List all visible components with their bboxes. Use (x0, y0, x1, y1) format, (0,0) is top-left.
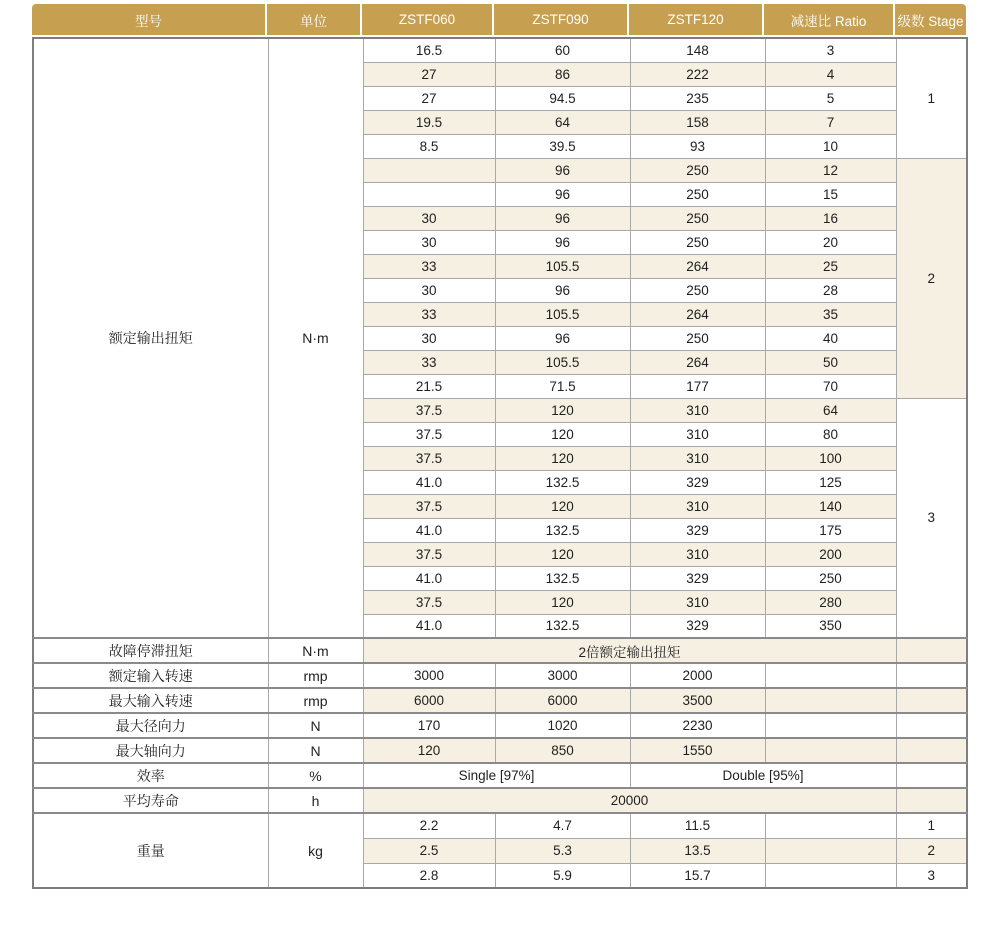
value-cell-zstf060: 2.8 (363, 863, 495, 888)
value-cell-zstf060 (363, 158, 495, 182)
unit-cell: h (268, 788, 363, 813)
ratio-cell (765, 663, 896, 688)
row-label: 平均寿命 (33, 788, 268, 813)
value-cell-zstf060: 37.5 (363, 542, 495, 566)
value-cell-zstf090: 5.9 (495, 863, 630, 888)
value-cell-zstf090: 96 (495, 182, 630, 206)
ratio-cell: 4 (765, 62, 896, 86)
column-header-unit: 单位 (267, 4, 362, 35)
value-cell-zstf120: 264 (630, 302, 765, 326)
unit-cell: % (268, 763, 363, 788)
ratio-cell: 175 (765, 518, 896, 542)
value-cell-zstf120: 310 (630, 422, 765, 446)
value-cell-zstf060: 16.5 (363, 38, 495, 62)
value-cell-zstf060: 120 (363, 738, 495, 763)
stage-cell (896, 763, 967, 788)
stage-cell (896, 788, 967, 813)
value-cell-zstf120: 250 (630, 278, 765, 302)
value-cell-zstf060: 33 (363, 302, 495, 326)
value-cell-zstf060: 27 (363, 86, 495, 110)
unit-cell: N·m (268, 38, 363, 638)
value-cell-zstf060: 170 (363, 713, 495, 738)
unit-cell: N·m (268, 638, 363, 663)
value-cell-zstf120: 3500 (630, 688, 765, 713)
ratio-cell: 350 (765, 614, 896, 638)
stage-cell (896, 688, 967, 713)
ratio-cell: 50 (765, 350, 896, 374)
stage-cell: 1 (896, 813, 967, 838)
row-label-weight: 重量 (33, 813, 268, 888)
ratio-cell: 64 (765, 398, 896, 422)
value-cell-zstf090: 132.5 (495, 518, 630, 542)
value-cell-zstf120: 250 (630, 182, 765, 206)
value-cell-zstf090: 105.5 (495, 350, 630, 374)
value-cell-zstf120: 93 (630, 134, 765, 158)
unit-cell: rmp (268, 663, 363, 688)
ratio-cell: 280 (765, 590, 896, 614)
value-cell-zstf090: 6000 (495, 688, 630, 713)
ratio-cell: 20 (765, 230, 896, 254)
value-cell-zstf120: 329 (630, 518, 765, 542)
value-cell-zstf120: 264 (630, 254, 765, 278)
value-cell-zstf120: 310 (630, 398, 765, 422)
ratio-cell: 40 (765, 326, 896, 350)
ratio-cell (765, 813, 896, 838)
ratio-cell: 80 (765, 422, 896, 446)
value-cell-zstf060: 2.2 (363, 813, 495, 838)
row-label-rated-output-torque: 额定输出扭矩 (33, 38, 268, 638)
ratio-cell: 200 (765, 542, 896, 566)
unit-cell: N (268, 738, 363, 763)
ratio-cell: 35 (765, 302, 896, 326)
stage-cell: 2 (896, 158, 967, 398)
ratio-cell: 250 (765, 566, 896, 590)
column-header-stage: 级数 Stage (895, 4, 966, 35)
column-header-zstf060: ZSTF060 (362, 4, 494, 35)
value-cell-zstf060: 33 (363, 350, 495, 374)
value-cell-zstf120: 250 (630, 230, 765, 254)
value-cell-zstf060: 30 (363, 278, 495, 302)
table-row (33, 738, 967, 763)
ratio-cell: 7 (765, 110, 896, 134)
merged-value-cell: Double [95%] (630, 763, 896, 788)
ratio-cell: 28 (765, 278, 896, 302)
value-cell-zstf090: 132.5 (495, 614, 630, 638)
value-cell-zstf060: 41.0 (363, 470, 495, 494)
value-cell-zstf060: 37.5 (363, 422, 495, 446)
value-cell-zstf060: 30 (363, 326, 495, 350)
value-cell-zstf120: 15.7 (630, 863, 765, 888)
ratio-cell: 10 (765, 134, 896, 158)
value-cell-zstf090: 3000 (495, 663, 630, 688)
column-header-model: 型号 (32, 4, 267, 35)
value-cell-zstf090: 132.5 (495, 566, 630, 590)
header-row (32, 4, 966, 35)
unit-cell: rmp (268, 688, 363, 713)
ratio-cell (765, 863, 896, 888)
value-cell-zstf090: 132.5 (495, 470, 630, 494)
value-cell-zstf120: 264 (630, 350, 765, 374)
value-cell-zstf090: 64 (495, 110, 630, 134)
value-cell-zstf090: 71.5 (495, 374, 630, 398)
stage-cell (896, 713, 967, 738)
value-cell-zstf120: 177 (630, 374, 765, 398)
value-cell-zstf090: 120 (495, 494, 630, 518)
value-cell-zstf120: 329 (630, 614, 765, 638)
value-cell-zstf090: 120 (495, 590, 630, 614)
value-cell-zstf060: 37.5 (363, 494, 495, 518)
value-cell-zstf120: 2000 (630, 663, 765, 688)
ratio-cell: 70 (765, 374, 896, 398)
value-cell-zstf060: 33 (363, 254, 495, 278)
row-label: 最大轴向力 (33, 738, 268, 763)
value-cell-zstf090: 96 (495, 158, 630, 182)
value-cell-zstf060 (363, 182, 495, 206)
value-cell-zstf060: 41.0 (363, 614, 495, 638)
stage-cell: 3 (896, 398, 967, 638)
ratio-cell (765, 688, 896, 713)
value-cell-zstf090: 120 (495, 422, 630, 446)
value-cell-zstf090: 94.5 (495, 86, 630, 110)
value-cell-zstf090: 86 (495, 62, 630, 86)
table-row (33, 788, 967, 813)
value-cell-zstf060: 37.5 (363, 590, 495, 614)
unit-cell: N (268, 713, 363, 738)
table-row (33, 763, 967, 788)
value-cell-zstf090: 105.5 (495, 254, 630, 278)
value-cell-zstf120: 158 (630, 110, 765, 134)
row-label: 最大径向力 (33, 713, 268, 738)
column-header-zstf120: ZSTF120 (629, 4, 764, 35)
value-cell-zstf120: 11.5 (630, 813, 765, 838)
value-cell-zstf060: 41.0 (363, 518, 495, 542)
value-cell-zstf090: 120 (495, 542, 630, 566)
value-cell-zstf120: 310 (630, 590, 765, 614)
table-row (33, 663, 967, 688)
ratio-cell: 12 (765, 158, 896, 182)
value-cell-zstf120: 235 (630, 86, 765, 110)
table-row (33, 638, 967, 663)
value-cell-zstf060: 3000 (363, 663, 495, 688)
value-cell-zstf120: 1550 (630, 738, 765, 763)
table-row (33, 713, 967, 738)
spec-table-body (32, 37, 968, 889)
column-header-zstf090: ZSTF090 (494, 4, 629, 35)
value-cell-zstf060: 27 (363, 62, 495, 86)
value-cell-zstf090: 120 (495, 446, 630, 470)
value-cell-zstf090: 120 (495, 398, 630, 422)
column-header-ratio: 减速比 Ratio (764, 4, 895, 35)
value-cell-zstf090: 1020 (495, 713, 630, 738)
value-cell-zstf090: 96 (495, 230, 630, 254)
table-row (33, 813, 967, 838)
ratio-cell: 125 (765, 470, 896, 494)
value-cell-zstf090: 850 (495, 738, 630, 763)
value-cell-zstf060: 41.0 (363, 566, 495, 590)
ratio-cell: 5 (765, 86, 896, 110)
ratio-cell: 140 (765, 494, 896, 518)
value-cell-zstf120: 250 (630, 158, 765, 182)
value-cell-zstf120: 2230 (630, 713, 765, 738)
value-cell-zstf120: 329 (630, 566, 765, 590)
value-cell-zstf090: 96 (495, 326, 630, 350)
value-cell-zstf120: 13.5 (630, 838, 765, 863)
value-cell-zstf090: 60 (495, 38, 630, 62)
ratio-cell (765, 713, 896, 738)
value-cell-zstf120: 148 (630, 38, 765, 62)
value-cell-zstf120: 310 (630, 494, 765, 518)
value-cell-zstf090: 96 (495, 206, 630, 230)
row-label: 额定输入转速 (33, 663, 268, 688)
ratio-cell: 25 (765, 254, 896, 278)
unit-cell: kg (268, 813, 363, 888)
value-cell-zstf060: 30 (363, 206, 495, 230)
value-cell-zstf060: 37.5 (363, 398, 495, 422)
merged-value-cell: Single [97%] (363, 763, 630, 788)
value-cell-zstf090: 39.5 (495, 134, 630, 158)
stage-cell (896, 638, 967, 663)
value-cell-zstf060: 19.5 (363, 110, 495, 134)
table-row (33, 38, 967, 62)
stage-cell (896, 738, 967, 763)
ratio-cell (765, 738, 896, 763)
table-row (33, 688, 967, 713)
merged-value-cell: 20000 (363, 788, 896, 813)
stage-cell: 2 (896, 838, 967, 863)
value-cell-zstf120: 250 (630, 326, 765, 350)
value-cell-zstf120: 250 (630, 206, 765, 230)
value-cell-zstf060: 8.5 (363, 134, 495, 158)
merged-value-cell: 2倍额定输出扭矩 (363, 638, 896, 663)
table-header (32, 4, 966, 35)
ratio-cell (765, 838, 896, 863)
row-label: 最大输入转速 (33, 688, 268, 713)
value-cell-zstf120: 222 (630, 62, 765, 86)
value-cell-zstf120: 329 (630, 470, 765, 494)
ratio-cell: 15 (765, 182, 896, 206)
ratio-cell: 3 (765, 38, 896, 62)
value-cell-zstf060: 6000 (363, 688, 495, 713)
value-cell-zstf120: 310 (630, 542, 765, 566)
ratio-cell: 16 (765, 206, 896, 230)
value-cell-zstf060: 21.5 (363, 374, 495, 398)
stage-cell (896, 663, 967, 688)
value-cell-zstf090: 5.3 (495, 838, 630, 863)
value-cell-zstf120: 310 (630, 446, 765, 470)
value-cell-zstf060: 30 (363, 230, 495, 254)
value-cell-zstf090: 96 (495, 278, 630, 302)
ratio-cell: 100 (765, 446, 896, 470)
row-label: 故障停滞扭矩 (33, 638, 268, 663)
value-cell-zstf090: 4.7 (495, 813, 630, 838)
stage-cell: 1 (896, 38, 967, 158)
value-cell-zstf090: 105.5 (495, 302, 630, 326)
stage-cell: 3 (896, 863, 967, 888)
row-label: 效率 (33, 763, 268, 788)
value-cell-zstf060: 37.5 (363, 446, 495, 470)
value-cell-zstf060: 2.5 (363, 838, 495, 863)
